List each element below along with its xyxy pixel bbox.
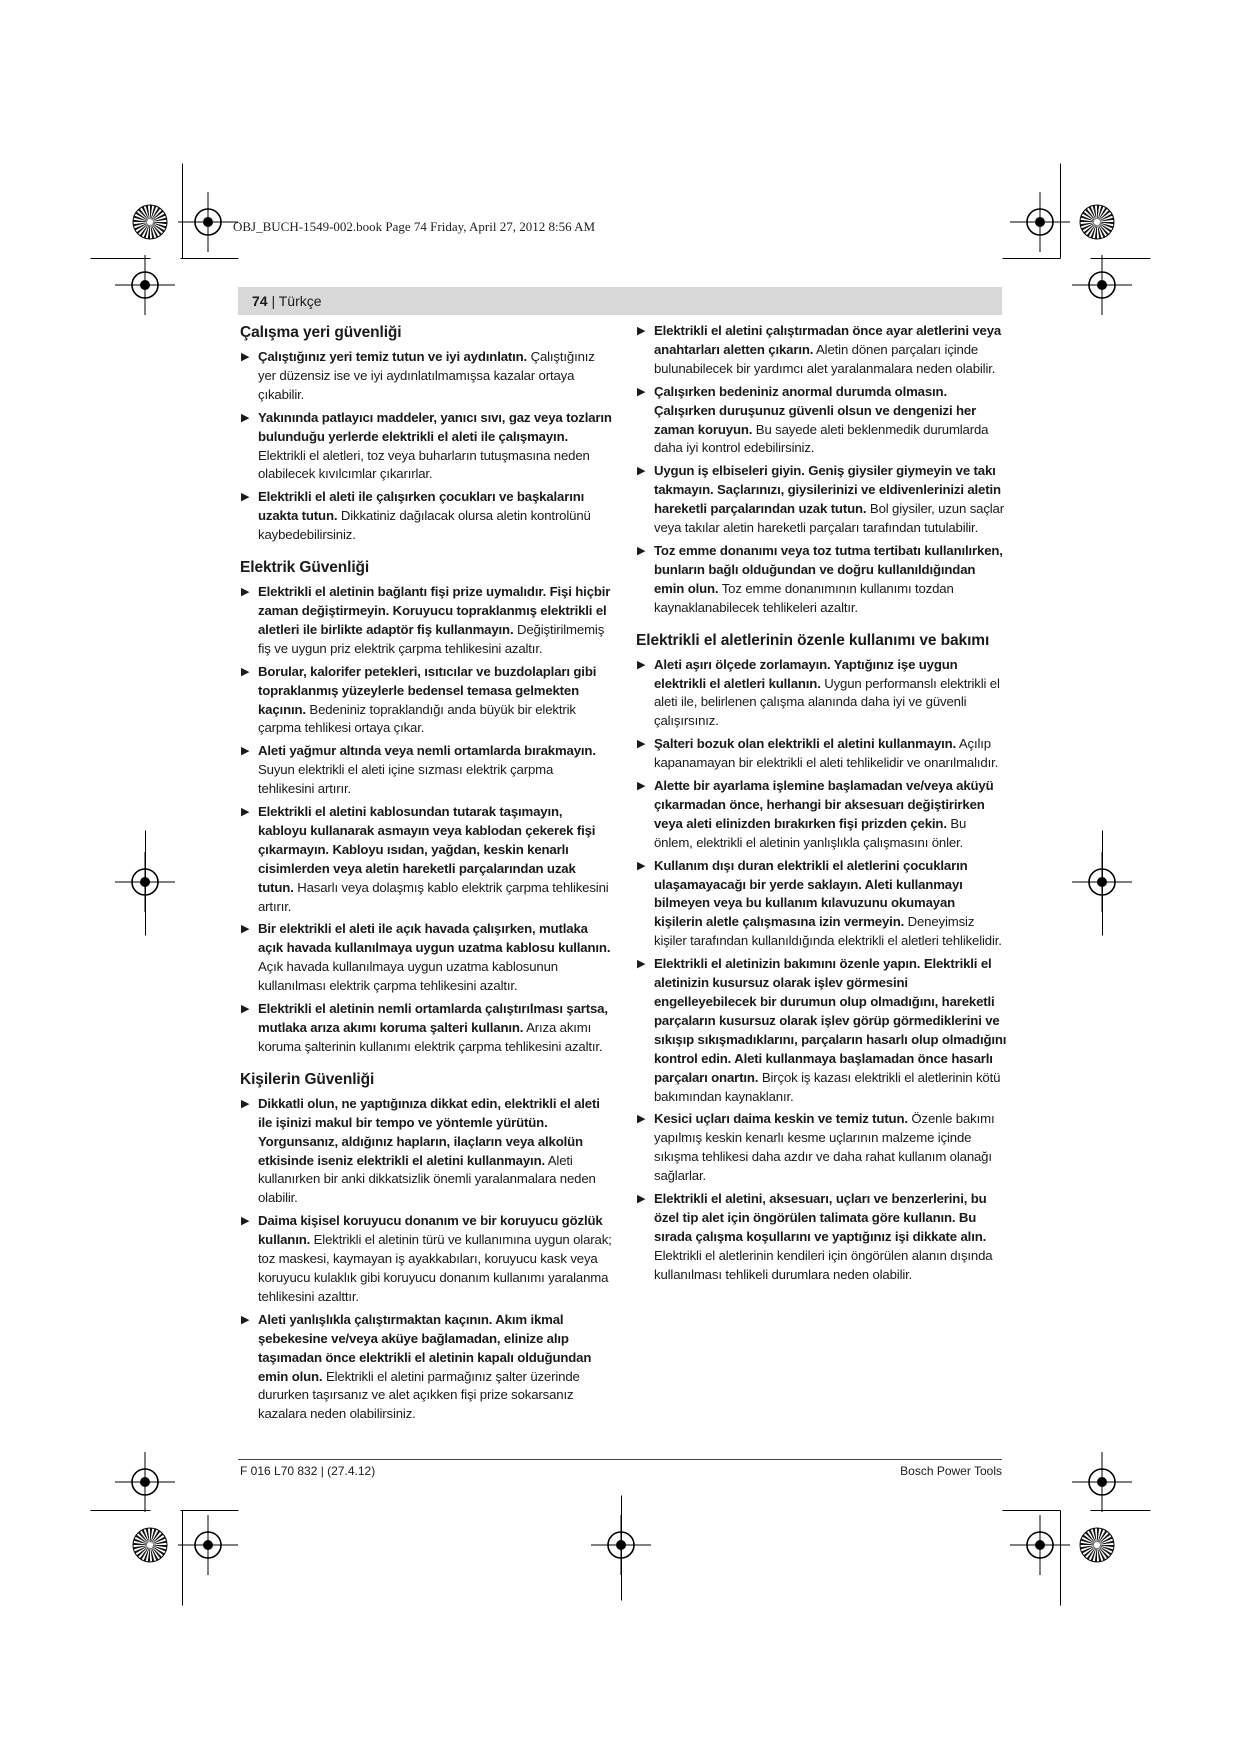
section-heading: Elektrik Güvenliği [240, 559, 370, 577]
color-registration-star-icon [1079, 204, 1115, 240]
bullet-triangle-icon: ▶ [241, 923, 250, 936]
bullet-triangle-icon: ▶ [241, 1313, 250, 1326]
warning-item [636, 857, 1007, 952]
color-registration-star-icon [132, 1527, 168, 1563]
section-heading: Kişilerin Güvenliği [240, 1070, 375, 1088]
registration-crosshair-icon [1010, 1515, 1070, 1575]
bullet-triangle-icon: ▶ [241, 1215, 250, 1228]
section [636, 322, 1007, 618]
section-heading: Çalışma yeri güvenliği [240, 324, 402, 341]
crop-mark-line [1060, 163, 1061, 259]
warning-explanation: Arıza akımı koruma şalterinin kullanımı elektrik çarpma tehlikesini azaltır. [258, 1020, 603, 1054]
registration-crosshair-icon [1072, 1452, 1132, 1512]
warning-bold-text: Şalteri bozuk olan elektrikli el aletini kullanmayın. [654, 736, 957, 752]
bullet-triangle-icon: ▶ [637, 738, 646, 751]
warning-explanation: Elektrikli el aletlerinin kendileri için öngörülen alanın dışında kullanılması tehlikeli durumlara neden olabilir. [654, 1247, 993, 1282]
warning-bold-text: Elektrikli el aleti ile çalışırken çocukları ve başkalarını uzakta tutun. [258, 489, 585, 524]
crop-mark-line [1002, 258, 1061, 259]
warning-list [240, 1095, 612, 1424]
warning-item [636, 542, 1007, 618]
warning-bold-text: Elektrikli el aletini kablosundan tutarak taşımayın, kabloyu kullanarak asmayın veya kablodan çekerek fişi çıkarmayın. Kabloyu ısıdan, yağdan, keskin kenarlı cisimlerden veya aletin hareketli parçalarından uzak tutun. [258, 804, 596, 895]
crop-mark-line [1102, 830, 1103, 936]
bullet-triangle-icon: ▶ [637, 958, 646, 971]
warning-bold-text: Toz emme donanımı veya toz tutma tertibatı kullanılırken, bunların bağlı olduğundan ve doğru kullanıldığından emin olun. [654, 542, 1003, 596]
warning-bold-text: Çalıştığınız yeri temiz tutun ve iyi aydınlatın. [258, 349, 528, 364]
warning-item [240, 920, 612, 996]
warning-explanation: Uygun performanslı elektrikli el aleti ile, belirlenen çalışma alanında daha iyi ve güvenli çalışırsınız. [654, 675, 1000, 729]
registration-crosshair-icon [178, 1515, 238, 1575]
registration-crosshair-icon [1010, 192, 1070, 252]
warning-item [240, 1212, 612, 1307]
proof-header: OBJ_BUCH-1549-002.book Page 74 Friday, April 27, 2012 8:56 AM [233, 219, 596, 234]
crop-mark-line [90, 258, 151, 259]
crop-mark-line [1002, 1510, 1061, 1511]
bullet-triangle-icon: ▶ [637, 465, 646, 478]
warning-bold-text: Uygun iş elbiseleri giyin. Geniş giysiler giymeyin ve takı takmayın. Saçlarınızı, giysilerinizi ve eldivenlerinizi aletin hareketli parçalarından uzak tutun. [654, 463, 1001, 517]
warning-bold-text: Bir elektrikli el aleti ile açık havada çalışırken, mutlaka açık havada kullanılmaya uygun uzatma kablosu kullanın. [258, 921, 611, 956]
footer-brand: Bosch Power Tools [900, 1464, 1002, 1478]
warning-bold-text: Elektrikli el aletinin bağlantı fişi prize uymalıdır. Fişi hiçbir zaman değiştirmeyin. Koruyucu topraklanmış elektrikli el aletleri ile birlikte adaptör fiş kullanmayın. [258, 584, 611, 637]
warning-explanation: Bu sayede aleti beklenmedik durumlarda daha iyi kontrol edebilirsiniz. [654, 421, 989, 456]
crop-mark-line [180, 258, 239, 259]
warning-item [240, 1095, 612, 1208]
bullet-triangle-icon: ▶ [241, 351, 250, 363]
warning-explanation: Özenle bakımı yapılmış keskin kenarlı kesme uçlarının malzeme içinde sıkışma tehlikesi daha azdır ve daha rahat kullanım olanağı sağlarlar. [654, 1111, 995, 1184]
crop-mark-line [621, 1495, 622, 1601]
warning-item [240, 803, 612, 916]
warning-bold-text: Kullanım dışı duran elektrikli el aletlerini çocukların ulaşamayacağı bir yerde saklayın. Aleti kullanmayı bilmeyen veya bu kullanım kılavuzunu okumayan kişilerin aletle çalışmasına izin vermeyin. [654, 857, 968, 930]
crop-mark-line [90, 1510, 151, 1511]
bullet-triangle-icon: ▶ [637, 544, 646, 557]
warning-item [240, 742, 612, 799]
section [240, 1069, 612, 1424]
warning-bold-text: Aleti yanlışlıkla çalıştırmaktan kaçının. Akım ikmal şebekesine ve/veya aküye bağlamadan, elinize alıp taşımadan önce elektrikli el aletinin kapalı olduğundan emin olun. [258, 1311, 592, 1384]
bullet-triangle-icon: ▶ [637, 385, 646, 398]
warning-bold-text: Elektrikli el aletinizin bakımını özenle yapın. Elektrikli el aletinizin kusursuz olarak işlev görmesini engelleyebilecek bir durumun olup olmadığını, hareketli parçaların kusursuz olarak işlev görüp görmediklerini ve sıkışıp sıkışmadıklarını, parçaların hasarlı olup olmadığını kontrol edin. Aleti kullanmaya başlamadan önce hasarlı parçaları onartın. [654, 956, 1007, 1085]
footer-rule [238, 1459, 1002, 1460]
warning-explanation: Aleti kullanırken bir anki dikkatsizlik önemli yaralanmalara neden olabilir. [258, 1152, 596, 1206]
warning-item [240, 488, 612, 545]
crop-mark-line [1090, 1510, 1151, 1511]
warning-list [240, 348, 612, 545]
bullet-triangle-icon: ▶ [637, 658, 646, 671]
left-column [240, 322, 612, 1436]
warning-item [240, 1311, 612, 1424]
warning-item [636, 1190, 1007, 1285]
header-language: Türkçe [278, 293, 322, 309]
warning-explanation: Suyun elektrikli el aleti içine sızması elektrik çarpma tehlikesini artırır. [258, 762, 554, 797]
warning-bold-text: Aleti yağmur altında veya nemli ortamlarda bırakmayın. [258, 743, 596, 759]
color-registration-star-icon [132, 204, 168, 240]
right-column [636, 322, 1007, 1297]
warning-bold-text: Kesici uçları daima keskin ve temiz tutun. [654, 1111, 908, 1127]
warning-item [636, 656, 1007, 732]
bullet-triangle-icon: ▶ [241, 1097, 250, 1110]
crop-mark-line [145, 830, 146, 936]
warning-explanation: Elektrikli el aletinin türü ve kullanımına uygun olarak; toz maskesi, kaymayan iş ayakkabıları, koruyucu kask veya koruyucu kulaklık gibi koruyucu donanım kullanımı yaralanma tehlikesini azalttır. [258, 1232, 612, 1304]
page-number: 74 [252, 293, 268, 309]
crop-mark-line [182, 163, 183, 259]
warning-explanation: Bedeniniz topraklandığı anda büyük bir elektrik çarpma tehlikesi ortaya çıkar. [258, 701, 576, 736]
bullet-triangle-icon: ▶ [637, 780, 646, 793]
bullet-triangle-icon: ▶ [637, 325, 646, 337]
warning-bold-text: Elektrikli el aletini, aksesuarı, uçları ve benzerlerini, bu özel tip alet için öngörülen talimata göre kullanın. Bu sırada çalışma koşullarını ve yaptığınız işi dikkate alın. [654, 1191, 987, 1244]
header-separator: | [267, 293, 279, 309]
section [240, 322, 612, 545]
bullet-triangle-icon: ▶ [637, 1113, 646, 1126]
warning-explanation: Bol giysiler, uzun saçlar veya takılar aletin hareketli parçaları tarafından tutulabilir. [654, 501, 1004, 536]
bullet-triangle-icon: ▶ [241, 1003, 250, 1016]
warning-bold-text: Çalışırken bedeniniz anormal durumda olmasın. Çalışırken duruşunuz güvenli olsun ve dengenizi her zaman koruyun. [654, 383, 977, 437]
warning-item [636, 1110, 1007, 1186]
section [240, 557, 612, 1057]
warning-explanation: Dikkatiniz dağılacak olursa aletin kontrolünü kaybedebilirsiniz. [258, 508, 591, 543]
section [636, 630, 1007, 1285]
warning-explanation: Değiştirilmemiş fiş ve uygun priz elektrik çarpma tehlikesini azaltır. [258, 621, 605, 656]
warning-list [636, 656, 1007, 1285]
registration-crosshair-icon [1072, 255, 1132, 315]
crop-mark-line [182, 1510, 183, 1606]
registration-crosshair-icon [178, 192, 238, 252]
warning-item [240, 1000, 612, 1057]
crop-mark-line [1090, 258, 1151, 259]
warning-explanation: Çalıştığınız yer düzensiz ise ve iyi aydınlatılmamışsa kazalar ortaya çıkabilir. [258, 349, 595, 402]
color-registration-star-icon [1079, 1527, 1115, 1563]
warning-explanation: Aletin dönen parçaları içinde bulunabilecek bir yardımcı alet yaralanmalara neden olabilir. [654, 341, 996, 376]
running-header [238, 287, 1002, 315]
warning-explanation: Elektrikli el aletleri, toz veya buharların tutuşmasına neden olabilecek kıvılcımlar çıkarırlar. [258, 447, 590, 482]
section-heading: Elektrikli el aletlerinin özenle kullanımı ve bakımı [636, 631, 990, 649]
bullet-triangle-icon: ▶ [637, 1193, 646, 1206]
warning-bold-text: Aleti aşırı ölçede zorlamayın. Yaptığınız işe uygun elektrikli el aletleri kullanın. [654, 656, 958, 691]
warning-item [240, 583, 612, 659]
registration-crosshair-icon [115, 1452, 175, 1512]
warning-item [240, 663, 612, 739]
warning-bold-text: Elektrikli el aletinin nemli ortamlarda çalıştırılması şartsa, mutlaka arıza akımı koruma şalteri kullanın. [258, 1001, 608, 1035]
bullet-triangle-icon: ▶ [241, 806, 250, 819]
warning-list [636, 322, 1007, 618]
warning-bold-text: Borular, kalorifer petekleri, ısıtıcılar ve buzdolapları gibi topraklanmış yüzeylerle bedensel temasa gelmekten kaçının. [258, 663, 597, 717]
warning-list [240, 583, 612, 1057]
warning-bold-text: Elektrikli el aletini çalıştırmadan önce ayar aletlerini veya anahtarları aletten çıkarın. [654, 323, 1002, 357]
warning-item [636, 462, 1007, 538]
warning-bold-text: Alette bir ayarlama işlemine başlamadan ve/veya aküyü çıkarmadan önce, herhangi bir aksesuarı değiştirirken veya aleti elinizden bırakırken fişi prizden çekin. [654, 778, 994, 831]
warning-item [636, 735, 1007, 773]
warning-explanation: Bu önlem, elektrikli el aletinin yanlışlıkla çalışmasını önler. [654, 815, 967, 850]
bullet-triangle-icon: ▶ [241, 411, 250, 424]
bullet-triangle-icon: ▶ [637, 859, 646, 872]
warning-item [240, 409, 612, 485]
warning-bold-text: Daima kişisel koruyucu donanım ve bir koruyucu gözlük kullanın. [258, 1213, 603, 1248]
warning-item [240, 348, 612, 405]
warning-item [636, 777, 1007, 853]
crop-mark-line [180, 1510, 239, 1511]
bullet-triangle-icon: ▶ [241, 491, 250, 504]
registration-crosshair-icon [115, 255, 175, 315]
warning-item [636, 322, 1007, 379]
warning-explanation: Açılıp kapanamayan bir elektrikli el aleti tehlikelidir ve onarılmalıdır. [654, 736, 999, 771]
footer-doc-code: F 016 L70 832 | (27.4.12) [240, 1464, 376, 1478]
warning-explanation: Birçok iş kazası elektrikli el aletlerinin kötü bakımından kaynaklanır. [654, 1069, 1001, 1104]
warning-item [636, 383, 1007, 459]
warning-bold-text: Yakınında patlayıcı maddeler, yanıcı sıvı, gaz veya tozların bulunduğu yerlerde elektrikli el aleti ile çalışmayın. [258, 409, 612, 444]
crop-mark-line [1060, 1510, 1061, 1606]
warning-bold-text: Dikkatli olun, ne yaptığınıza dikkat edin, elektrikli el aleti ile işinizi makul bir tempo ve yöntemle yürütün. Yorgunsanız, aldığınız hapların, ilaçların veya alkolün etkisinde iseniz elektrikli el aletini kullanmayın. [258, 1095, 600, 1168]
warning-item [636, 955, 1007, 1106]
warning-explanation: Elektrikli el aletini parmağınız şalter üzerinde dururken taşırsanız ve alet açıkken fişi prize sokarsanız kazalara neden olabilirsiniz. [258, 1368, 580, 1422]
bullet-triangle-icon: ▶ [241, 745, 250, 758]
warning-explanation: Toz emme donanımının kullanımı tozdan kaynaklanabilecek tehlikeleri azaltır. [654, 580, 954, 615]
bullet-triangle-icon: ▶ [241, 665, 250, 678]
warning-explanation: Hasarlı veya dolaşmış kablo elektrik çarpma tehlikesini artırır. [258, 879, 609, 914]
warning-explanation: Açık havada kullanılmaya uygun uzatma kablosunun kullanılması elektrik çarpma tehlikesini azaltır. [258, 959, 558, 994]
bullet-triangle-icon: ▶ [241, 586, 250, 599]
warning-explanation: Deneyimsiz kişiler tarafından kullanıldığında elektrikli el aletleri tehlikelidir. [654, 914, 1002, 949]
